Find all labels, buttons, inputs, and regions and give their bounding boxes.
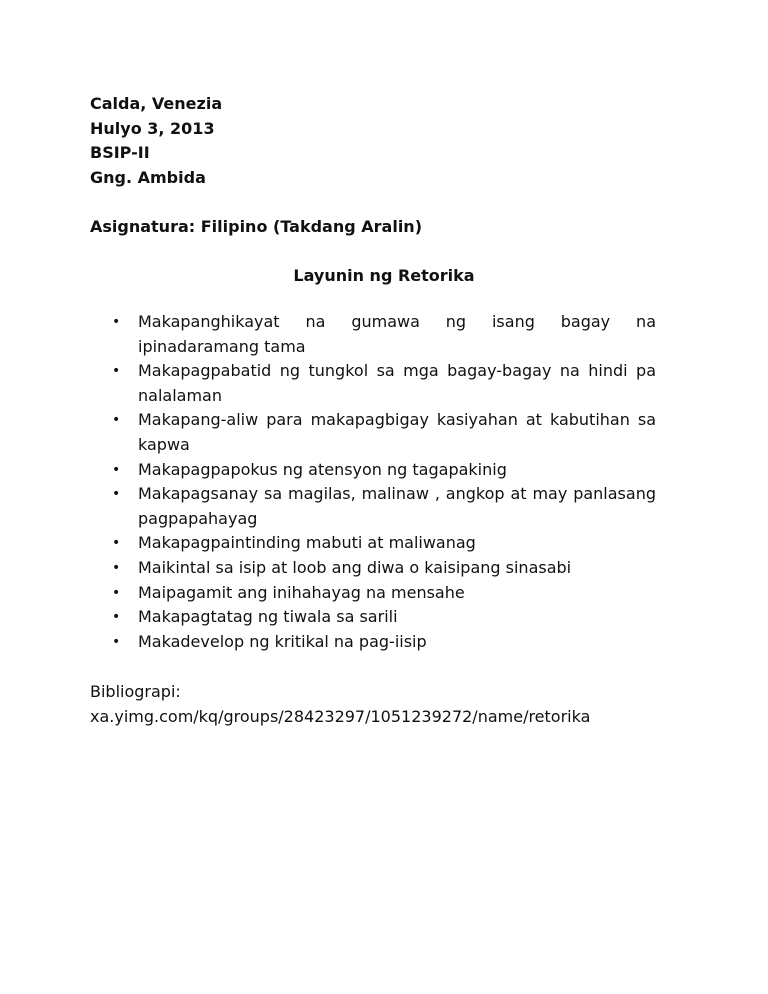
goal-text: Maipagamit ang inihahayag na mensahe (138, 582, 465, 602)
goal-text: Makapanghikayat na gumawa ng isang bagay na ipinadaramang tama (138, 312, 656, 356)
list-item (112, 310, 656, 359)
bullet-icon: • (112, 559, 121, 576)
header-block (90, 92, 222, 190)
list-item (112, 408, 656, 457)
goal-text: Makapagtatag ng tiwala sa sarili (138, 607, 398, 627)
subject-line: Asignatura: Filipino (Takdang Aralin) (90, 217, 423, 236)
list-item (112, 482, 656, 531)
goal-text: Makapagpaintinding mabuti at maliwanag (138, 533, 476, 553)
goal-text: Makapagpapokus ng atensyon ng tagapakinig (138, 459, 507, 479)
goal-text: Makapang-aliw para makapagbigay kasiyahan at kabutihan sa kapwa (138, 410, 656, 454)
teacher-name: Gng. Ambida (90, 167, 206, 187)
bullet-icon: • (112, 633, 121, 650)
goal-text: Makadevelop ng kritikal na pag-iisip (138, 631, 427, 651)
bullet-icon: • (112, 535, 121, 552)
page-title: Layunin ng Retorika (293, 266, 475, 285)
list-item (112, 531, 656, 556)
goals-list (112, 310, 656, 654)
bullet-icon: • (112, 412, 121, 429)
goal-text: Makapagpabatid ng tungkol sa mga bagay-bagay na hindi pa nalalaman (138, 361, 656, 405)
bullet-icon: • (112, 486, 121, 503)
list-item (112, 556, 656, 581)
list-item (112, 630, 656, 655)
list-item (112, 458, 656, 483)
student-name: Calda, Venezia (90, 94, 223, 113)
list-item (112, 581, 656, 606)
list-item (112, 605, 656, 630)
bullet-icon: • (112, 314, 121, 330)
bullet-icon: • (112, 363, 121, 380)
bullet-icon: • (112, 609, 121, 626)
submission-date: Hulyo 3, 2013 (90, 118, 215, 138)
bullet-icon: • (112, 584, 121, 601)
bibliography-label: Bibliograpi: (90, 682, 181, 701)
list-item (112, 359, 656, 408)
bibliography-source: xa.yimg.com/kq/groups/28423297/1051239272/name/retorika (90, 707, 591, 726)
goal-text: Makapagsanay sa magilas, malinaw , angkop at may panlasang pagpapahayag (138, 484, 656, 528)
bullet-icon: • (112, 461, 121, 478)
class-section: BSIP-II (90, 143, 150, 162)
goal-text: Maikintal sa isip at loob ang diwa o kaisipang sinasabi (138, 557, 572, 577)
